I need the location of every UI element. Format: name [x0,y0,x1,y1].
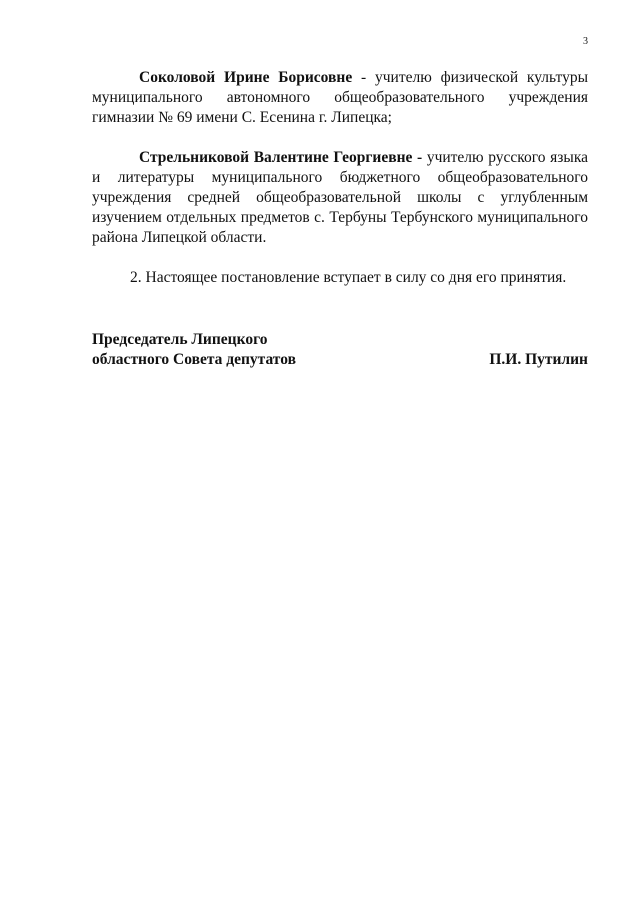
clause-effective-date: 2. Настоящее постановление вступает в силу со дня его принятия. [130,269,567,286]
document-body [92,68,588,288]
awardee-description-sokolova: - учителю физической культуры муниципального автономного общеобразовательного учреждения гимназии № 69 имени С. Есенина г. Липецка; [92,69,588,126]
award-paragraph-sokolova [92,68,588,128]
award-paragraph-strelnikova [92,148,588,248]
awardee-name-sokolova: Соколовой Ирине Борисовне [139,69,353,86]
signatory-title-line-2: областного Совета депутатов [92,351,296,368]
paragraph-spacer [92,128,588,148]
signature-block [92,330,588,370]
signatory-name: П.И. Путилин [489,351,588,368]
signatory-title-line-1: Председатель Липецкого [92,331,268,348]
awardee-name-strelnikova: Стрельниковой Валентине Георгиевне - [139,149,423,166]
awardee-description-strelnikova: учителю русского языка и литературы муниципального бюджетного общеобразовательного учреждения средней общеобразовательной школы с углубленным изучением отдельных предметов с. Тербуны Тербунского муниципального района Липецкой области. [92,149,588,246]
paragraph-spacer [92,248,588,268]
page-number: 3 [583,36,588,47]
signature-row [92,350,588,370]
